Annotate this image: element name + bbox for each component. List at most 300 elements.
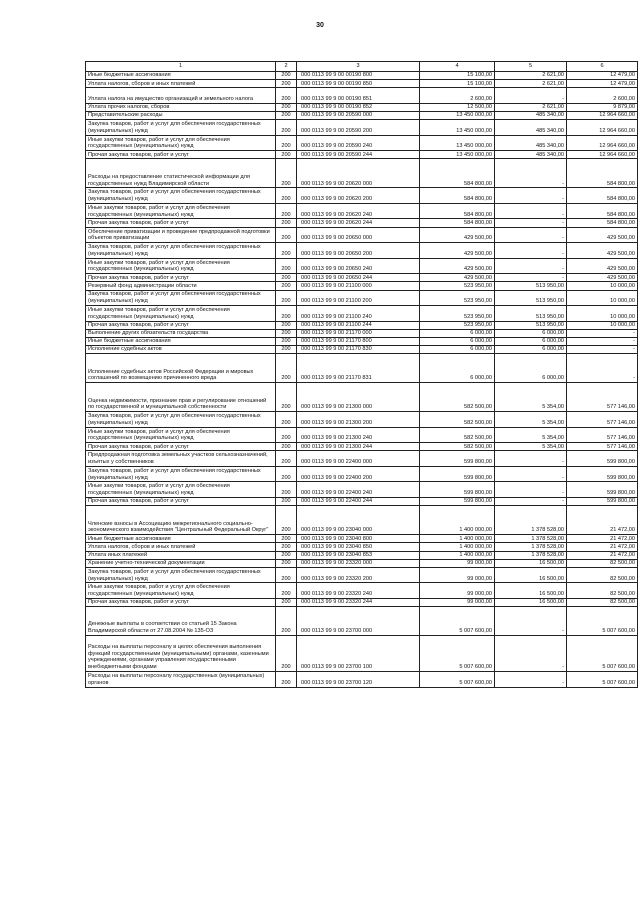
row-approved-cell: 599 800,00 bbox=[420, 466, 495, 482]
row-approved-cell: 12 500,00 bbox=[420, 103, 495, 111]
row-name-cell: Уплата налога на имущество организаций и земельного налога bbox=[86, 88, 276, 104]
row-remaining-cell: 2 600,00 bbox=[567, 88, 638, 104]
row-kbk-cell: 000 0113 99 9 00 22400 244 bbox=[297, 497, 420, 505]
row-remaining-cell: 12 964 660,00 bbox=[567, 135, 638, 151]
row-approved-cell: 15 100,00 bbox=[420, 72, 495, 80]
table-row bbox=[86, 80, 638, 88]
row-remaining-cell: 584 800,00 bbox=[567, 219, 638, 227]
row-remaining-cell: 21 472,00 bbox=[567, 543, 638, 551]
row-name-cell: Иные закупки товаров, работ и услуг для обеспечения государственных (муниципальных) нужд bbox=[86, 306, 276, 322]
row-name-cell: Закупка товаров, работ и услуг для обеспечения государственных (муниципальных) нужд bbox=[86, 120, 276, 136]
row-executed-cell: 513 950,00 bbox=[495, 290, 567, 306]
row-approved-cell: 523 950,00 bbox=[420, 321, 495, 329]
row-code-cell: 200 bbox=[276, 559, 297, 567]
row-name-cell: Расходы на выплаты персоналу государственных (муниципальных) органов bbox=[86, 672, 276, 688]
row-code-cell: 200 bbox=[276, 258, 297, 274]
row-kbk-cell: 000 0113 99 9 00 21300 244 bbox=[297, 443, 420, 451]
row-kbk-cell: 000 0113 99 9 00 21170 000 bbox=[297, 329, 420, 337]
row-executed-cell: 2 621,00 bbox=[495, 72, 567, 80]
row-name-cell: Закупка товаров, работ и услуг для обеспечения государственных (муниципальных) нужд bbox=[86, 412, 276, 428]
row-approved-cell: 599 800,00 bbox=[420, 451, 495, 467]
row-code-cell: 200 bbox=[276, 290, 297, 306]
row-remaining-cell: 82 500,00 bbox=[567, 583, 638, 599]
row-remaining-cell: 599 800,00 bbox=[567, 451, 638, 467]
row-name-cell: Иные закупки товаров, работ и услуг для обеспечения государственных (муниципальных) нужд bbox=[86, 482, 276, 498]
row-code-cell: 200 bbox=[276, 243, 297, 259]
row-code-cell: 200 bbox=[276, 466, 297, 482]
row-name-cell: Уплата иных платежей bbox=[86, 551, 276, 559]
row-executed-cell: 513 950,00 bbox=[495, 321, 567, 329]
row-kbk-cell: 000 0113 99 9 00 23320 200 bbox=[297, 567, 420, 583]
row-kbk-cell: 000 0113 99 9 00 22400 000 bbox=[297, 451, 420, 467]
row-remaining-cell: 429 500,00 bbox=[567, 258, 638, 274]
row-kbk-cell: 000 0113 99 9 00 23040 800 bbox=[297, 535, 420, 543]
row-kbk-cell: 000 0113 99 9 00 21300 000 bbox=[297, 383, 420, 412]
row-approved-cell: 13 450 000,00 bbox=[420, 135, 495, 151]
table-row bbox=[86, 672, 638, 688]
row-executed-cell: - bbox=[495, 482, 567, 498]
table-row bbox=[86, 290, 638, 306]
row-code-cell: 200 bbox=[276, 497, 297, 505]
table-row bbox=[86, 443, 638, 451]
row-remaining-cell: 9 879,00 bbox=[567, 103, 638, 111]
row-code-cell: 200 bbox=[276, 88, 297, 104]
table-row bbox=[86, 354, 638, 383]
row-code-cell: 200 bbox=[276, 227, 297, 243]
row-remaining-cell: 429 500,00 bbox=[567, 274, 638, 282]
column-header: 6 bbox=[567, 62, 638, 72]
row-remaining-cell: - bbox=[567, 354, 638, 383]
row-executed-cell: 2 621,00 bbox=[495, 103, 567, 111]
row-executed-cell: 6 000,00 bbox=[495, 337, 567, 345]
row-code-cell: 200 bbox=[276, 72, 297, 80]
row-executed-cell: 16 500,00 bbox=[495, 598, 567, 606]
row-approved-cell: 1 400 000,00 bbox=[420, 506, 495, 535]
table-row bbox=[86, 559, 638, 567]
table-row bbox=[86, 497, 638, 505]
row-name-cell: Исполнение судебных актов Российской Федерации и мировых соглашений по возмещению причиненного вреда bbox=[86, 354, 276, 383]
row-remaining-cell: 10 000,00 bbox=[567, 306, 638, 322]
row-code-cell: 200 bbox=[276, 337, 297, 345]
budget-table bbox=[85, 61, 638, 688]
row-kbk-cell: 000 0113 99 9 00 20650 200 bbox=[297, 243, 420, 259]
row-code-cell: 200 bbox=[276, 412, 297, 428]
row-remaining-cell: 12 964 660,00 bbox=[567, 120, 638, 136]
row-kbk-cell: 000 0113 99 9 00 23320 240 bbox=[297, 583, 420, 599]
row-name-cell: Уплата прочих налогов, сборов bbox=[86, 103, 276, 111]
table-row bbox=[86, 466, 638, 482]
row-remaining-cell: 599 800,00 bbox=[567, 497, 638, 505]
row-kbk-cell: 000 0113 99 9 00 20590 244 bbox=[297, 151, 420, 159]
table-row bbox=[86, 506, 638, 535]
row-code-cell: 200 bbox=[276, 451, 297, 467]
row-approved-cell: 582 500,00 bbox=[420, 427, 495, 443]
row-approved-cell: 523 950,00 bbox=[420, 282, 495, 290]
row-remaining-cell: 10 000,00 bbox=[567, 290, 638, 306]
row-code-cell: 200 bbox=[276, 482, 297, 498]
row-remaining-cell: 82 500,00 bbox=[567, 559, 638, 567]
row-executed-cell: 5 354,00 bbox=[495, 412, 567, 428]
row-executed-cell: 16 500,00 bbox=[495, 583, 567, 599]
row-executed-cell: 6 000,00 bbox=[495, 329, 567, 337]
row-name-cell: Закупка товаров, работ и услуг для обеспечения государственных (муниципальных) нужд bbox=[86, 567, 276, 583]
row-kbk-cell: 000 0113 99 9 00 21170 830 bbox=[297, 346, 420, 354]
row-kbk-cell: 000 0113 99 9 00 23040 850 bbox=[297, 543, 420, 551]
row-kbk-cell: 000 0113 99 9 00 23700 120 bbox=[297, 672, 420, 688]
row-approved-cell: 1 400 000,00 bbox=[420, 535, 495, 543]
row-executed-cell: - bbox=[495, 88, 567, 104]
row-name-cell: Уплата налогов, сборов и иных платежей bbox=[86, 543, 276, 551]
row-name-cell: Выполнение других обязательств государства bbox=[86, 329, 276, 337]
table-header-row bbox=[86, 62, 638, 72]
row-executed-cell: - bbox=[495, 243, 567, 259]
row-code-cell: 200 bbox=[276, 282, 297, 290]
row-approved-cell: 429 500,00 bbox=[420, 227, 495, 243]
row-approved-cell: 99 000,00 bbox=[420, 598, 495, 606]
row-name-cell: Прочая закупка товаров, работ и услуг bbox=[86, 321, 276, 329]
row-name-cell: Иные закупки товаров, работ и услуг для обеспечения государственных (муниципальных) нужд bbox=[86, 135, 276, 151]
page-number: 30 bbox=[316, 22, 324, 29]
table-row bbox=[86, 321, 638, 329]
row-remaining-cell: 5 007 600,00 bbox=[567, 607, 638, 636]
table-row bbox=[86, 607, 638, 636]
row-kbk-cell: 000 0113 99 9 00 21170 831 bbox=[297, 354, 420, 383]
row-code-cell: 200 bbox=[276, 306, 297, 322]
row-name-cell: Иные закупки товаров, работ и услуг для обеспечения государственных (муниципальных) нужд bbox=[86, 258, 276, 274]
row-executed-cell: 1 378 528,00 bbox=[495, 543, 567, 551]
row-executed-cell: 5 354,00 bbox=[495, 383, 567, 412]
row-code-cell: 200 bbox=[276, 112, 297, 120]
table-row bbox=[86, 337, 638, 345]
table-row bbox=[86, 103, 638, 111]
row-approved-cell: 429 500,00 bbox=[420, 258, 495, 274]
table-row bbox=[86, 583, 638, 599]
row-kbk-cell: 000 0113 99 9 00 21300 240 bbox=[297, 427, 420, 443]
row-name-cell: Прочая закупка товаров, работ и услуг bbox=[86, 598, 276, 606]
row-remaining-cell: 21 472,00 bbox=[567, 535, 638, 543]
row-kbk-cell: 000 0113 99 9 00 23320 000 bbox=[297, 559, 420, 567]
row-name-cell: Закупка товаров, работ и услуг для обеспечения государственных (муниципальных) нужд bbox=[86, 188, 276, 204]
row-remaining-cell: 599 800,00 bbox=[567, 482, 638, 498]
row-code-cell: 200 bbox=[276, 159, 297, 188]
row-remaining-cell: 584 800,00 bbox=[567, 188, 638, 204]
row-code-cell: 200 bbox=[276, 551, 297, 559]
row-name-cell: Исполнение судебных актов bbox=[86, 346, 276, 354]
row-code-cell: 200 bbox=[276, 135, 297, 151]
row-executed-cell: 1 378 528,00 bbox=[495, 506, 567, 535]
row-remaining-cell: 577 146,00 bbox=[567, 383, 638, 412]
row-kbk-cell: 000 0113 99 9 00 21170 800 bbox=[297, 337, 420, 345]
row-approved-cell: 1 400 000,00 bbox=[420, 551, 495, 559]
row-executed-cell: 5 354,00 bbox=[495, 427, 567, 443]
row-kbk-cell: 000 0113 99 9 00 00190 852 bbox=[297, 103, 420, 111]
row-executed-cell: 485 340,00 bbox=[495, 112, 567, 120]
row-approved-cell: 5 007 600,00 bbox=[420, 636, 495, 672]
row-kbk-cell: 000 0113 99 9 00 20620 200 bbox=[297, 188, 420, 204]
row-approved-cell: 99 000,00 bbox=[420, 567, 495, 583]
row-name-cell: Иные закупки товаров, работ и услуг для обеспечения государственных (муниципальных) нужд bbox=[86, 203, 276, 219]
row-kbk-cell: 000 0113 99 9 00 21100 000 bbox=[297, 282, 420, 290]
row-kbk-cell: 000 0113 99 9 00 23700 000 bbox=[297, 607, 420, 636]
row-kbk-cell: 000 0113 99 9 00 22400 200 bbox=[297, 466, 420, 482]
row-executed-cell: - bbox=[495, 203, 567, 219]
row-executed-cell: - bbox=[495, 672, 567, 688]
row-executed-cell: 16 500,00 bbox=[495, 567, 567, 583]
row-remaining-cell: 5 007 600,00 bbox=[567, 636, 638, 672]
column-header: 3 bbox=[297, 62, 420, 72]
row-remaining-cell: 12 479,00 bbox=[567, 72, 638, 80]
column-header: 1 bbox=[86, 62, 276, 72]
table-row bbox=[86, 306, 638, 322]
row-approved-cell: 99 000,00 bbox=[420, 559, 495, 567]
row-name-cell: Представительские расходы bbox=[86, 112, 276, 120]
row-code-cell: 200 bbox=[276, 383, 297, 412]
row-remaining-cell: 21 472,00 bbox=[567, 506, 638, 535]
row-remaining-cell: 577 146,00 bbox=[567, 427, 638, 443]
row-approved-cell: 1 400 000,00 bbox=[420, 543, 495, 551]
row-name-cell: Расходы на предоставление статистической информации для государственных нужд Владимирской области bbox=[86, 159, 276, 188]
row-kbk-cell: 000 0113 99 9 00 23040 000 bbox=[297, 506, 420, 535]
row-kbk-cell: 000 0113 99 9 00 21300 200 bbox=[297, 412, 420, 428]
row-kbk-cell: 000 0113 99 9 00 20590 200 bbox=[297, 120, 420, 136]
row-executed-cell: 1 378 528,00 bbox=[495, 551, 567, 559]
row-executed-cell: 485 340,00 bbox=[495, 120, 567, 136]
row-kbk-cell: 000 0113 99 9 00 21100 240 bbox=[297, 306, 420, 322]
row-executed-cell: 1 378 528,00 bbox=[495, 535, 567, 543]
row-kbk-cell: 000 0113 99 9 00 21100 200 bbox=[297, 290, 420, 306]
row-name-cell: Иные бюджетные ассигнования bbox=[86, 535, 276, 543]
row-remaining-cell: 12 964 660,00 bbox=[567, 112, 638, 120]
row-name-cell: Оценка недвижимости, признание прав и регулирование отношений по государственной и муниципальной собственности bbox=[86, 383, 276, 412]
row-code-cell: 200 bbox=[276, 329, 297, 337]
table-row bbox=[86, 243, 638, 259]
row-code-cell: 200 bbox=[276, 203, 297, 219]
table-row bbox=[86, 274, 638, 282]
row-name-cell: Прочая закупка товаров, работ и услуг bbox=[86, 497, 276, 505]
row-executed-cell: 6 000,00 bbox=[495, 354, 567, 383]
row-executed-cell: 485 340,00 bbox=[495, 135, 567, 151]
row-name-cell: Иные бюджетные ассигнования bbox=[86, 337, 276, 345]
table-row bbox=[86, 346, 638, 354]
row-approved-cell: 599 800,00 bbox=[420, 482, 495, 498]
table-row bbox=[86, 112, 638, 120]
row-name-cell: Предпродажная подготовка земельных участков сельхозназначений, изъятых у собственников bbox=[86, 451, 276, 467]
row-executed-cell: - bbox=[495, 497, 567, 505]
table-row bbox=[86, 412, 638, 428]
row-name-cell: Иные закупки товаров, работ и услуг для обеспечения государственных (муниципальных) нужд bbox=[86, 427, 276, 443]
table-row bbox=[86, 282, 638, 290]
row-approved-cell: 6 000,00 bbox=[420, 346, 495, 354]
row-approved-cell: 523 950,00 bbox=[420, 306, 495, 322]
table-row bbox=[86, 543, 638, 551]
row-remaining-cell: 82 500,00 bbox=[567, 567, 638, 583]
row-remaining-cell: 429 500,00 bbox=[567, 243, 638, 259]
row-remaining-cell: 599 800,00 bbox=[567, 466, 638, 482]
row-code-cell: 200 bbox=[276, 598, 297, 606]
row-code-cell: 200 bbox=[276, 151, 297, 159]
row-executed-cell: - bbox=[495, 188, 567, 204]
table-row bbox=[86, 567, 638, 583]
row-name-cell: Прочая закупка товаров, работ и услуг bbox=[86, 443, 276, 451]
row-approved-cell: 2 600,00 bbox=[420, 88, 495, 104]
row-remaining-cell: - bbox=[567, 346, 638, 354]
row-executed-cell: - bbox=[495, 227, 567, 243]
row-remaining-cell: 12 964 660,00 bbox=[567, 151, 638, 159]
row-code-cell: 200 bbox=[276, 607, 297, 636]
table-row bbox=[86, 227, 638, 243]
row-remaining-cell: 584 800,00 bbox=[567, 203, 638, 219]
row-executed-cell: - bbox=[495, 607, 567, 636]
row-approved-cell: 15 100,00 bbox=[420, 80, 495, 88]
row-executed-cell: 2 621,00 bbox=[495, 80, 567, 88]
row-name-cell: Уплата налогов, сборов и иных платежей bbox=[86, 80, 276, 88]
row-executed-cell: - bbox=[495, 219, 567, 227]
row-kbk-cell: 000 0113 99 9 00 00190 851 bbox=[297, 88, 420, 104]
row-remaining-cell: 10 000,00 bbox=[567, 321, 638, 329]
row-approved-cell: 13 450 000,00 bbox=[420, 112, 495, 120]
row-code-cell: 200 bbox=[276, 219, 297, 227]
row-executed-cell: - bbox=[495, 451, 567, 467]
row-approved-cell: 429 500,00 bbox=[420, 274, 495, 282]
row-code-cell: 200 bbox=[276, 120, 297, 136]
table-row bbox=[86, 598, 638, 606]
row-approved-cell: 6 000,00 bbox=[420, 354, 495, 383]
row-name-cell: Иные закупки товаров, работ и услуг для обеспечения государственных (муниципальных) нужд bbox=[86, 583, 276, 599]
row-kbk-cell: 000 0113 99 9 00 20650 000 bbox=[297, 227, 420, 243]
row-approved-cell: 5 007 600,00 bbox=[420, 672, 495, 688]
row-kbk-cell: 000 0113 99 9 00 00190 800 bbox=[297, 72, 420, 80]
row-kbk-cell: 000 0113 99 9 00 23320 244 bbox=[297, 598, 420, 606]
row-remaining-cell: 577 146,00 bbox=[567, 443, 638, 451]
table-row bbox=[86, 159, 638, 188]
row-approved-cell: 584 800,00 bbox=[420, 203, 495, 219]
row-kbk-cell: 000 0113 99 9 00 20650 240 bbox=[297, 258, 420, 274]
row-kbk-cell: 000 0113 99 9 00 20620 240 bbox=[297, 203, 420, 219]
row-approved-cell: 584 800,00 bbox=[420, 159, 495, 188]
row-executed-cell: 6 000,00 bbox=[495, 346, 567, 354]
table-row bbox=[86, 151, 638, 159]
table-row bbox=[86, 188, 638, 204]
row-executed-cell: - bbox=[495, 636, 567, 672]
row-code-cell: 200 bbox=[276, 346, 297, 354]
row-remaining-cell: 21 472,00 bbox=[567, 551, 638, 559]
row-code-cell: 200 bbox=[276, 443, 297, 451]
column-header: 5 bbox=[495, 62, 567, 72]
row-kbk-cell: 000 0113 99 9 00 23700 100 bbox=[297, 636, 420, 672]
row-name-cell: Расходы на выплаты персоналу в целях обеспечения выполнения функций государственными (муниципальными) органами, казенными учреждениями, органами управления государственными внебюджетными фондами bbox=[86, 636, 276, 672]
row-code-cell: 200 bbox=[276, 535, 297, 543]
table-row bbox=[86, 636, 638, 672]
row-code-cell: 200 bbox=[276, 672, 297, 688]
table-row bbox=[86, 329, 638, 337]
row-code-cell: 200 bbox=[276, 427, 297, 443]
row-kbk-cell: 000 0113 99 9 00 20620 244 bbox=[297, 219, 420, 227]
table-row bbox=[86, 88, 638, 104]
row-name-cell: Прочая закупка товаров, работ и услуг bbox=[86, 274, 276, 282]
row-code-cell: 200 bbox=[276, 103, 297, 111]
column-header: 2 bbox=[276, 62, 297, 72]
row-approved-cell: 584 800,00 bbox=[420, 219, 495, 227]
row-kbk-cell: 000 0113 99 9 00 22400 240 bbox=[297, 482, 420, 498]
row-kbk-cell: 000 0113 99 9 00 20620 000 bbox=[297, 159, 420, 188]
row-code-cell: 200 bbox=[276, 354, 297, 383]
row-kbk-cell: 000 0113 99 9 00 23040 853 bbox=[297, 551, 420, 559]
table-row bbox=[86, 258, 638, 274]
row-approved-cell: 523 950,00 bbox=[420, 290, 495, 306]
row-executed-cell: 513 950,00 bbox=[495, 282, 567, 290]
row-executed-cell: 485 340,00 bbox=[495, 151, 567, 159]
row-approved-cell: 6 000,00 bbox=[420, 329, 495, 337]
row-approved-cell: 582 500,00 bbox=[420, 383, 495, 412]
row-executed-cell: - bbox=[495, 258, 567, 274]
row-kbk-cell: 000 0113 99 9 00 20590 240 bbox=[297, 135, 420, 151]
row-remaining-cell: 82 500,00 bbox=[567, 598, 638, 606]
row-remaining-cell: 584 800,00 bbox=[567, 159, 638, 188]
row-name-cell: Прочая закупка товаров, работ и услуг bbox=[86, 219, 276, 227]
row-executed-cell: 5 354,00 bbox=[495, 443, 567, 451]
table-row bbox=[86, 427, 638, 443]
row-executed-cell: 513 950,00 bbox=[495, 306, 567, 322]
table-row bbox=[86, 203, 638, 219]
row-remaining-cell: 10 000,00 bbox=[567, 282, 638, 290]
table-row bbox=[86, 135, 638, 151]
table-row bbox=[86, 219, 638, 227]
row-name-cell: Иные бюджетные ассигнования bbox=[86, 72, 276, 80]
row-code-cell: 200 bbox=[276, 506, 297, 535]
table-row bbox=[86, 383, 638, 412]
row-code-cell: 200 bbox=[276, 274, 297, 282]
row-remaining-cell: 12 479,00 bbox=[567, 80, 638, 88]
row-name-cell: Резервный фонд администрации области bbox=[86, 282, 276, 290]
row-name-cell: Прочая закупка товаров, работ и услуг bbox=[86, 151, 276, 159]
row-remaining-cell: 5 007 600,00 bbox=[567, 672, 638, 688]
row-code-cell: 200 bbox=[276, 80, 297, 88]
row-approved-cell: 582 500,00 bbox=[420, 412, 495, 428]
row-executed-cell: 16 500,00 bbox=[495, 559, 567, 567]
row-code-cell: 200 bbox=[276, 543, 297, 551]
row-remaining-cell: 429 500,00 bbox=[567, 227, 638, 243]
row-executed-cell: - bbox=[495, 466, 567, 482]
row-name-cell: Членские взносы в Ассоциацию межрегионального социально-экономического взаимодействия "Центральный Федеральный Округ" bbox=[86, 506, 276, 535]
row-approved-cell: 99 000,00 bbox=[420, 583, 495, 599]
row-kbk-cell: 000 0113 99 9 00 00190 850 bbox=[297, 80, 420, 88]
column-header: 4 bbox=[420, 62, 495, 72]
row-approved-cell: 13 450 000,00 bbox=[420, 151, 495, 159]
row-approved-cell: 599 800,00 bbox=[420, 497, 495, 505]
table-row bbox=[86, 551, 638, 559]
row-approved-cell: 582 500,00 bbox=[420, 443, 495, 451]
row-name-cell: Обеспечение приватизации и проведение предпродажной подготовки объектов приватизации bbox=[86, 227, 276, 243]
row-kbk-cell: 000 0113 99 9 00 20590 000 bbox=[297, 112, 420, 120]
table-row bbox=[86, 451, 638, 467]
row-kbk-cell: 000 0113 99 9 00 20650 244 bbox=[297, 274, 420, 282]
row-name-cell: Денежные выплаты в соответствии со статьей 15 Закона Владимирской области от 27.08.2004 № 135-ОЗ bbox=[86, 607, 276, 636]
row-approved-cell: 429 500,00 bbox=[420, 243, 495, 259]
row-approved-cell: 6 000,00 bbox=[420, 337, 495, 345]
row-code-cell: 200 bbox=[276, 321, 297, 329]
row-executed-cell: - bbox=[495, 274, 567, 282]
row-remaining-cell: - bbox=[567, 329, 638, 337]
row-approved-cell: 584 800,00 bbox=[420, 188, 495, 204]
row-name-cell: Закупка товаров, работ и услуг для обеспечения государственных (муниципальных) нужд bbox=[86, 243, 276, 259]
table-row bbox=[86, 120, 638, 136]
row-remaining-cell: 577 146,00 bbox=[567, 412, 638, 428]
row-code-cell: 200 bbox=[276, 583, 297, 599]
row-code-cell: 200 bbox=[276, 188, 297, 204]
table-row bbox=[86, 72, 638, 80]
row-code-cell: 200 bbox=[276, 636, 297, 672]
row-kbk-cell: 000 0113 99 9 00 21100 244 bbox=[297, 321, 420, 329]
